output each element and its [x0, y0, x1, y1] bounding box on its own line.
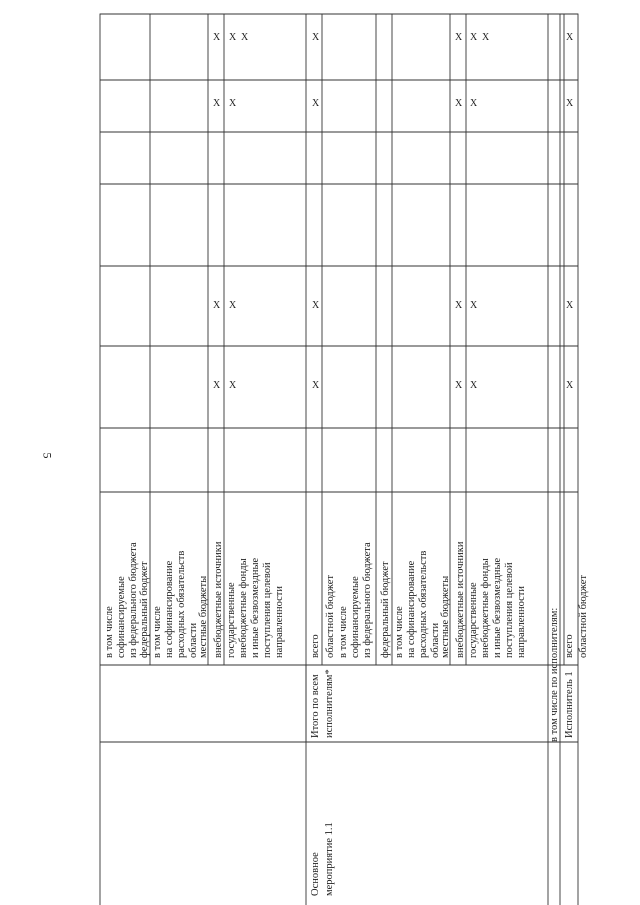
svg-text:X: X [213, 300, 221, 311]
svg-text:X: X [566, 300, 574, 311]
svg-text:X: X [229, 300, 237, 311]
svg-text:X: X [213, 98, 221, 109]
svg-text:X: X [229, 98, 237, 109]
svg-text:X: X [470, 32, 478, 43]
svg-text:софинансируемые: софинансируемые [350, 576, 361, 658]
svg-text:всего: всего [564, 634, 575, 658]
svg-text:X: X [470, 98, 478, 109]
svg-text:X: X [482, 32, 490, 43]
svg-text:внебюджетные источники: внебюджетные источники [213, 541, 224, 658]
svg-text:X: X [455, 32, 463, 43]
svg-text:внебюджетные источники: внебюджетные источники [455, 541, 466, 658]
svg-text:направленности: направленности [274, 585, 285, 658]
svg-text:области: области [188, 622, 199, 658]
svg-text:федеральный бюджет: федеральный бюджет [380, 561, 391, 658]
executor-1-label: Исполнитель 1 [564, 671, 575, 738]
svg-text:на софинансирование: на софинансирование [406, 560, 417, 658]
by-executors-label: в том числе по исполнителям: [549, 607, 560, 742]
svg-text:в том числе: в том числе [104, 606, 115, 658]
svg-text:X: X [455, 300, 463, 311]
svg-text:софинансируемые: софинансируемые [116, 576, 127, 658]
svg-text:в том числе: в том числе [394, 606, 405, 658]
svg-text:X: X [241, 32, 249, 43]
svg-text:X: X [213, 380, 221, 391]
svg-text:местные бюджеты: местные бюджеты [198, 575, 209, 658]
svg-text:области: области [430, 622, 441, 658]
svg-text:из федерального бюджета: из федерального бюджета [362, 542, 373, 658]
svg-text:и иные безвозмездные: и иные безвозмездные [250, 557, 261, 658]
svg-text:X: X [312, 300, 320, 311]
svg-text:X: X [229, 32, 237, 43]
total-block-labels [310, 541, 527, 658]
svg-text:X: X [455, 98, 463, 109]
svg-text:X: X [312, 98, 320, 109]
svg-text:направленности: направленности [516, 585, 527, 658]
svg-text:областной бюджет: областной бюджет [325, 575, 336, 658]
svg-text:внебюджетные фонды: внебюджетные фонды [238, 558, 249, 658]
x-marks [213, 32, 574, 391]
svg-text:федеральный бюджет: федеральный бюджет [139, 561, 150, 658]
executor-labels [564, 575, 589, 658]
main-activity-label: Основное [310, 852, 321, 896]
svg-text:исполнителям*: исполнителям* [324, 669, 335, 738]
svg-text:X: X [312, 32, 320, 43]
svg-text:мероприятие 1.1: мероприятие 1.1 [324, 822, 335, 896]
svg-text:X: X [455, 380, 463, 391]
svg-text:из федерального бюджета: из федерального бюджета [128, 542, 139, 658]
svg-text:поступления целевой: поступления целевой [262, 562, 273, 658]
svg-text:поступления целевой: поступления целевой [504, 562, 515, 658]
svg-text:расходных обязательств: расходных обязательств [176, 550, 187, 658]
svg-text:местные бюджеты: местные бюджеты [440, 575, 451, 658]
table-grid [100, 14, 578, 905]
page-number: 5 [40, 452, 55, 459]
svg-text:в том числе: в том числе [152, 606, 163, 658]
svg-text:X: X [213, 32, 221, 43]
svg-text:государственные: государственные [226, 582, 237, 658]
svg-text:X: X [470, 380, 478, 391]
svg-text:областной бюджет: областной бюджет [578, 575, 589, 658]
svg-text:государственные: государственные [468, 582, 479, 658]
svg-text:на софинансирование: на софинансирование [164, 560, 175, 658]
svg-text:X: X [470, 300, 478, 311]
svg-text:всего: всего [310, 634, 321, 658]
svg-text:расходных обязательств: расходных обязательств [418, 550, 429, 658]
svg-text:X: X [229, 380, 237, 391]
total-label: Итого по всем [310, 674, 321, 738]
svg-text:X: X [312, 380, 320, 391]
svg-text:X: X [566, 380, 574, 391]
svg-text:и иные безвозмездные: и иные безвозмездные [492, 557, 503, 658]
svg-text:X: X [566, 98, 574, 109]
svg-text:X: X [566, 32, 574, 43]
first-block-labels [104, 541, 285, 658]
svg-text:в том числе: в том числе [338, 606, 349, 658]
svg-text:внебюджетные фонды: внебюджетные фонды [480, 558, 491, 658]
